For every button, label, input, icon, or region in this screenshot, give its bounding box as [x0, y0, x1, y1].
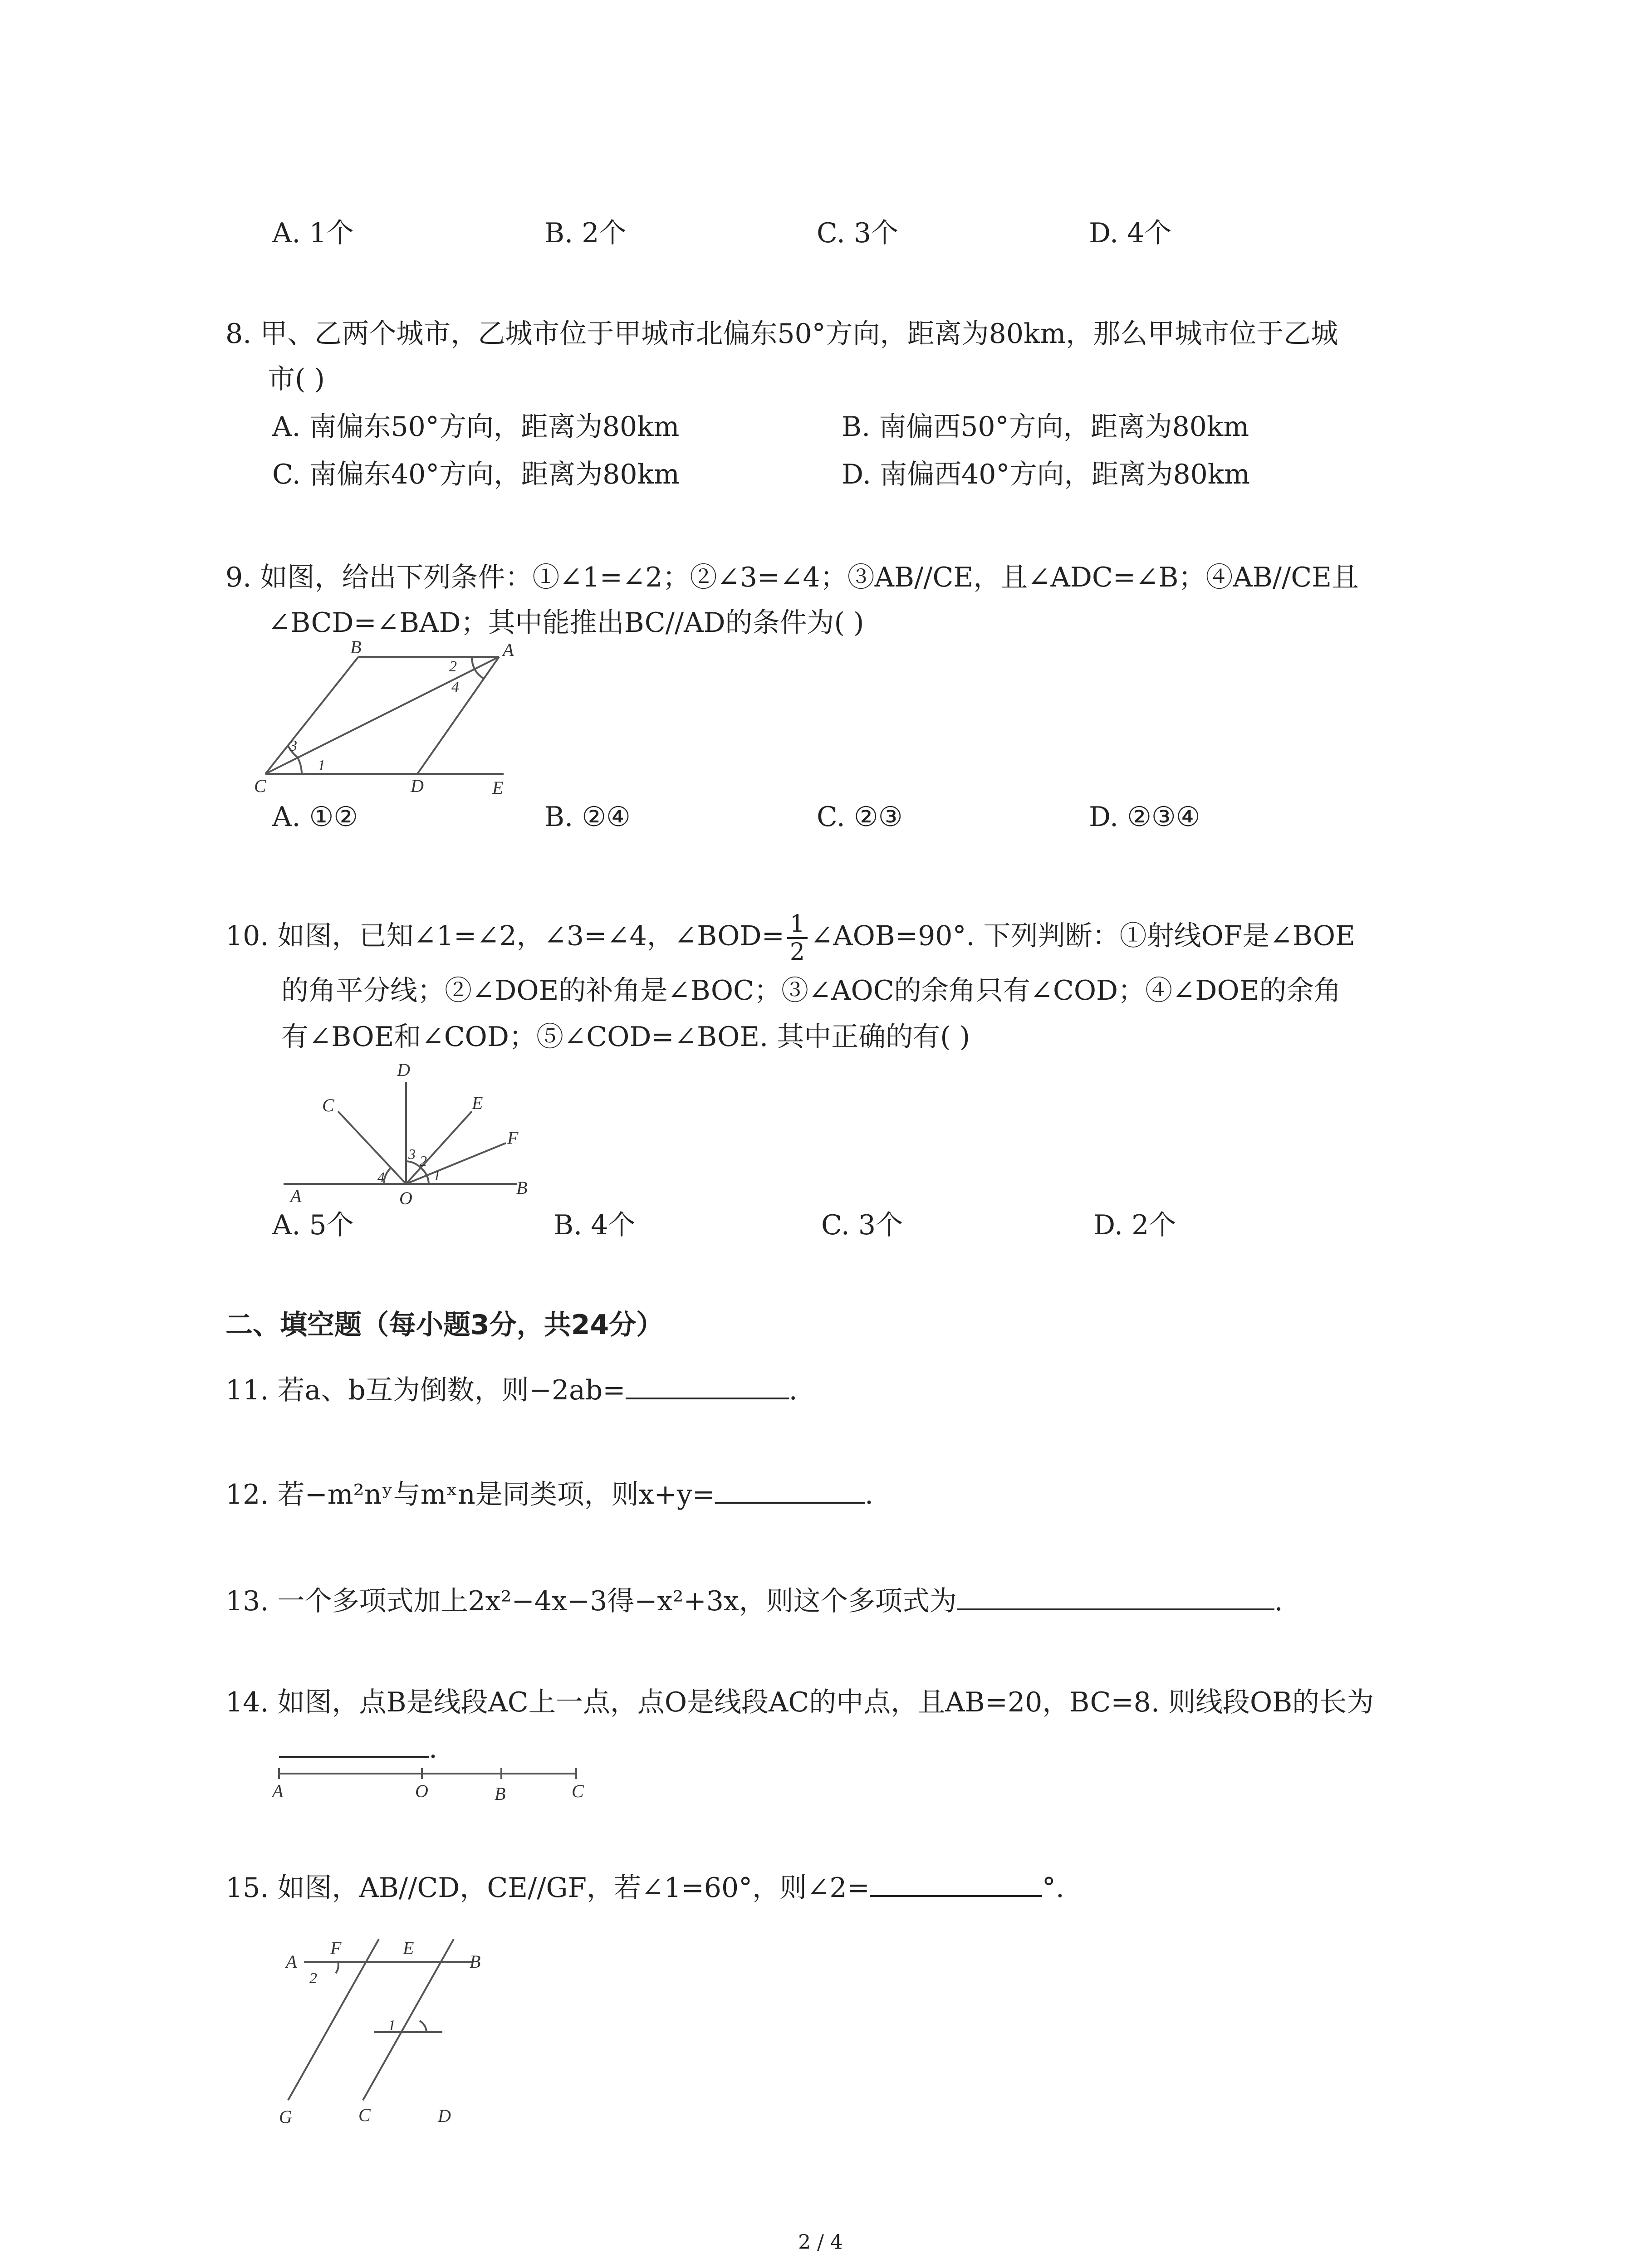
q14-end: . — [429, 1733, 438, 1765]
q15-line-ce — [363, 1939, 454, 2100]
question-11 — [225, 1372, 798, 1407]
q10-fraction-num: 1 — [787, 911, 808, 939]
q8-stem-line1: 8. 甲、乙两个城市，乙城市位于甲城市北偏东50°方向，距离为80km，那么甲城市位于乙城 — [225, 318, 1338, 350]
q10-angle-2: 2 — [420, 1153, 427, 1169]
q10-arc-4 — [384, 1168, 390, 1184]
question-13 — [225, 1583, 1283, 1618]
q7-option-a: A. 1个 — [272, 217, 354, 249]
q15-arc-1 — [420, 2021, 426, 2032]
q7-option-b: B. 2个 — [544, 217, 627, 249]
q9-angle-3: 3 — [289, 738, 297, 754]
q10-label-a: A — [290, 1186, 302, 1206]
q10-stem-line3: 有∠BOE和∠COD；⑤∠COD=∠BOE. 其中正确的有( ) — [281, 1021, 970, 1053]
q14-label-b: B — [495, 1784, 506, 1804]
q10-arc-3 — [406, 1161, 421, 1168]
q11-answer-blank[interactable] — [626, 1372, 789, 1399]
q15-label-a: A — [286, 1951, 297, 1972]
q9-stem-line1: 9. 如图，给出下列条件：①∠1=∠2；②∠3=∠4；③AB//CE，且∠ADC=∠B；④AB//CE且 — [225, 562, 1359, 593]
q8-stem-line2: 市( ) — [268, 363, 325, 395]
q15-answer-blank[interactable] — [870, 1870, 1042, 1897]
q9-option-c: C. ②③ — [817, 801, 903, 833]
q10-angle-4: 4 — [377, 1169, 385, 1185]
q9-option-a: A. ①② — [272, 801, 358, 833]
q10-arc-1 — [427, 1176, 429, 1184]
q10-fraction-den: 2 — [789, 938, 805, 966]
question-12 — [225, 1476, 873, 1511]
q14-stem: 14. 如图，点B是线段AC上一点，点O是线段AC的中点，且AB=20，BC=8. 则线段OB的长为 — [225, 1686, 1374, 1718]
q9-label-c: C — [254, 776, 266, 796]
q9-arc-4 — [475, 669, 484, 679]
q15-end: °. — [1042, 1872, 1064, 1904]
q14-answer-blank[interactable] — [279, 1730, 429, 1758]
q10-stem-line1-a: 10. 如图，已知∠1=∠2，∠3=∠4，∠BOD= — [225, 920, 784, 952]
q15-line-gf — [288, 1939, 379, 2100]
q9-label-d: D — [411, 776, 424, 796]
q10-option-b: B. 4个 — [554, 1209, 636, 1241]
q15-label-g: G — [279, 2107, 292, 2123]
q14-figure — [272, 1760, 599, 1814]
q9-angle-1: 1 — [318, 757, 325, 774]
q15-label-c: C — [358, 2105, 371, 2123]
q8-option-a: A. 南偏东50°方向，距离为80km — [272, 411, 680, 443]
q10-stem-line2: 的角平分线；②∠DOE的补角是∠BOC；③∠AOC的余角只有∠COD；④∠DOE的余角 — [281, 975, 1341, 1007]
q11-end: . — [789, 1374, 798, 1406]
q9-line-ca — [265, 657, 499, 774]
q13-end: . — [1274, 1585, 1283, 1617]
page-number: 2 / 4 — [798, 2231, 843, 2254]
q10-label-d: D — [397, 1060, 410, 1080]
q15-label-b: B — [470, 1951, 481, 1972]
q10-option-c: C. 3个 — [821, 1209, 903, 1241]
q7-option-d: D. 4个 — [1089, 217, 1172, 249]
q9-label-b: B — [350, 640, 362, 657]
q8-option-c: C. 南偏东40°方向，距离为80km — [272, 459, 680, 490]
q12-answer-blank[interactable] — [715, 1476, 865, 1504]
q9-label-a: A — [503, 640, 514, 660]
section-2-title: 二、填空题（每小题3分，共24分） — [225, 1309, 664, 1341]
q15-angle-1: 1 — [388, 2017, 396, 2034]
q9-line-cb — [265, 657, 358, 774]
q15-label-d: D — [438, 2106, 451, 2123]
q14-label-c: C — [572, 1781, 584, 1801]
q9-arc-1 — [298, 758, 302, 774]
q10-label-o: O — [399, 1188, 412, 1207]
q10-label-e: E — [472, 1093, 483, 1113]
q9-arc-2 — [472, 657, 475, 669]
q15-figure — [272, 1923, 499, 2123]
q9-label-e: E — [492, 777, 504, 798]
q15-label-f: F — [330, 1938, 342, 1958]
q8-option-b: B. 南偏西50°方向，距离为80km — [842, 411, 1249, 443]
q7-option-c: C. 3个 — [817, 217, 899, 249]
q9-option-d: D. ②③④ — [1089, 801, 1200, 833]
q15-stem-line — [225, 1870, 1064, 1904]
q10-option-d: D. 2个 — [1093, 1209, 1176, 1241]
q13-answer-blank[interactable] — [957, 1583, 1274, 1610]
q11-stem: 11. 若a、b互为倒数，则−2ab= — [225, 1374, 626, 1406]
q10-angle-3: 3 — [408, 1146, 416, 1162]
q10-ray-oc — [338, 1111, 406, 1184]
q10-label-c: C — [322, 1095, 334, 1115]
q9-stem-line2: ∠BCD=∠BAD；其中能推出BC//AD的条件为( ) — [268, 607, 864, 639]
q14-label-o: O — [415, 1781, 428, 1801]
q9-angle-2: 2 — [449, 658, 457, 675]
q15-arc-2 — [336, 1962, 338, 1973]
q9-angle-4: 4 — [451, 679, 459, 695]
q9-figure — [254, 640, 535, 803]
q10-stem-line1-b: ∠AOB=90°. 下列判断：①射线OF是∠BOE — [810, 920, 1355, 952]
q10-fraction — [787, 911, 808, 965]
q15-label-e: E — [403, 1938, 414, 1958]
q15-stem: 15. 如图，AB//CD，CE//GF，若∠1=60°，则∠2= — [225, 1872, 870, 1904]
q10-stem-line1 — [225, 911, 1355, 965]
q9-option-b: B. ②④ — [544, 801, 631, 833]
q10-label-b: B — [516, 1178, 528, 1198]
q10-arc-2 — [421, 1168, 427, 1176]
q10-angle-1: 1 — [433, 1167, 441, 1183]
q15-angle-2: 2 — [309, 1970, 317, 1987]
q10-label-f: F — [507, 1128, 519, 1148]
q8-option-d: D. 南偏西40°方向，距离为80km — [842, 459, 1250, 490]
q9-line-ad — [417, 657, 499, 774]
q12-end: . — [865, 1479, 874, 1510]
q12-stem: 12. 若−m²nʸ与mˣn是同类项，则x+y= — [225, 1479, 715, 1510]
q14-label-a: A — [272, 1781, 284, 1801]
q10-option-a: A. 5个 — [272, 1209, 354, 1241]
q10-figure — [277, 1057, 544, 1207]
q13-stem: 13. 一个多项式加上2x²−4x−3得−x²+3x，则这个多项式为 — [225, 1585, 957, 1617]
